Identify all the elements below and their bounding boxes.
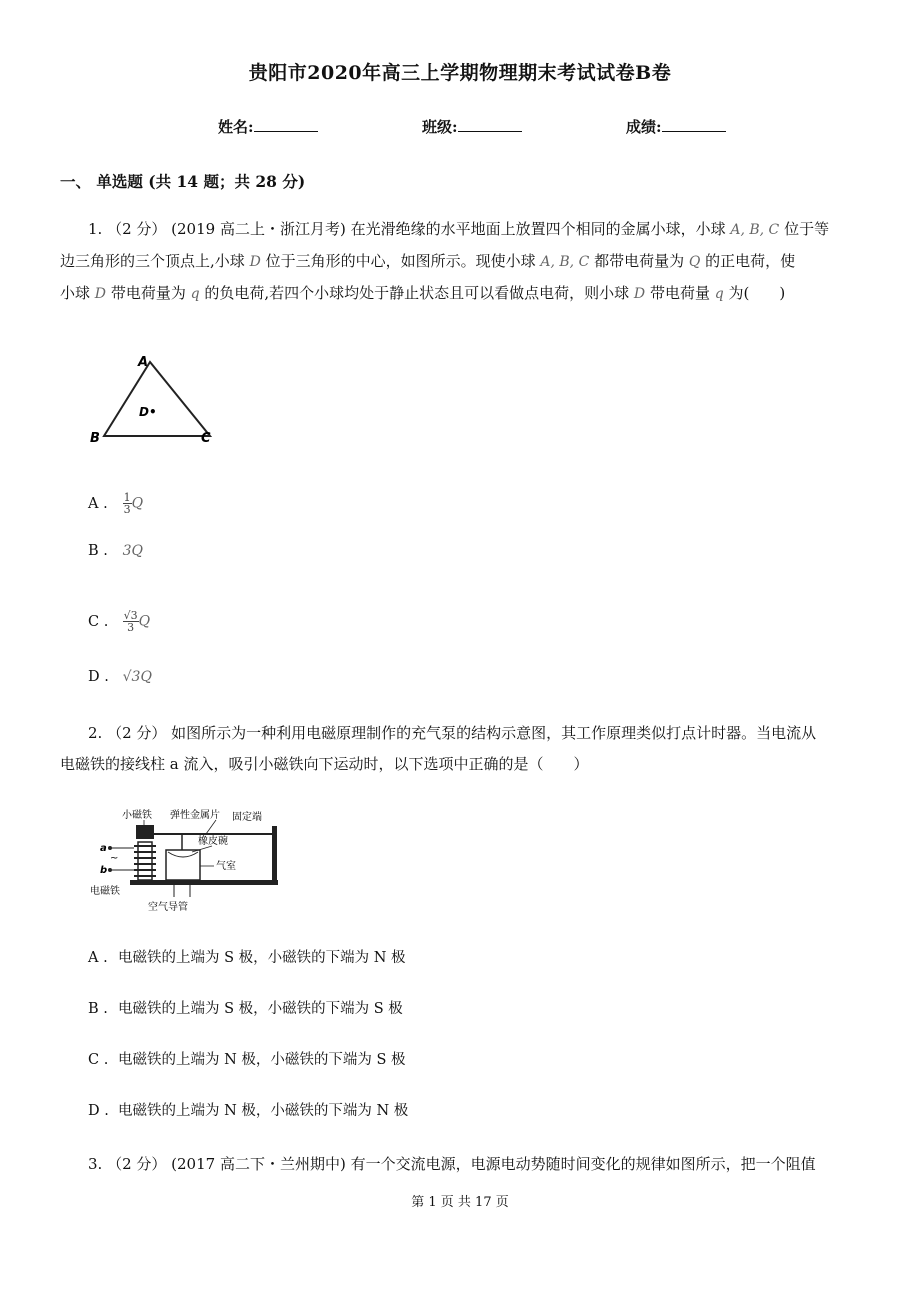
terminal-a-dot (108, 846, 112, 850)
question-1-text (60, 214, 868, 310)
air-pump-figure (86, 806, 286, 916)
fraction-denominator: 3 (123, 503, 131, 516)
vertex-label-a: A (138, 355, 149, 370)
q2-text-part: 2. （2 分） 如图所示为一种利用电磁原理制作的充气泵的结构示意图，其工作原理类似打点计时器。当电流从 (88, 724, 817, 742)
option-value: 3Q (122, 543, 143, 559)
q1-math-d: D (249, 254, 261, 270)
option-value: √3Q (122, 669, 152, 685)
fraction-denominator: 3 (127, 621, 135, 634)
vertex-label-c: C (201, 431, 211, 446)
name-blank[interactable] (254, 117, 318, 132)
center-label-d: D• (139, 405, 157, 419)
label-terminal-b: b (100, 865, 108, 876)
option-value: Q (131, 495, 144, 512)
option-label: B . (88, 1001, 108, 1017)
q1-math-abc: A, B, C (540, 254, 590, 270)
ac-symbol: ~ (110, 853, 119, 864)
q1-text-part: 的负电荷,若四个小球均处于静止状态且可以看做点电荷，则小球 (204, 284, 630, 302)
rubber-bowl (168, 852, 198, 857)
option-label: C . (88, 613, 109, 630)
question-3-text (60, 1149, 868, 1180)
option-text: 电磁铁的上端为 S 极，小磁铁的下端为 S 极 (118, 1001, 403, 1017)
fraction-numerator: √3 (123, 609, 138, 622)
q1-math-q-big: Q (688, 254, 701, 270)
q1-text-part: 带电荷量 (649, 284, 710, 302)
name-field (218, 116, 318, 137)
label-air-pipe: 空气导管 (148, 902, 188, 913)
score-field (626, 116, 726, 137)
q1-option-c[interactable] (88, 610, 150, 633)
label-small-magnet: 小磁铁 (122, 810, 152, 821)
label-elastic-sheet: 弹性金属片 (170, 810, 220, 821)
electromagnet-core (138, 842, 152, 880)
q1-text-part: 都带电荷量为 (594, 252, 685, 270)
q1-text-part: 位于等 (784, 220, 830, 238)
fraction-numerator: 1 (123, 491, 131, 504)
label-air-chamber: 气室 (216, 861, 236, 872)
q1-text-part: 为( ) (728, 284, 786, 302)
q2-option-b[interactable] (88, 997, 403, 1018)
terminal-b-dot (108, 868, 112, 872)
q1-text-part: 的正电荷，使 (705, 252, 796, 270)
class-blank[interactable] (458, 117, 522, 132)
q3-text-part: 3. （2 分） (2017 高二下・兰州期中) 有一个交流电源，电源电动势随时间变化的规律如图所示，把一个阻值 (88, 1155, 816, 1173)
q1-text-part: 边三角形的三个顶点上,小球 (60, 252, 245, 270)
vertex-label-b: B (90, 431, 100, 446)
option-text: 电磁铁的上端为 N 极，小磁铁的下端为 N 极 (118, 1103, 409, 1119)
option-value: Q (138, 613, 151, 630)
class-field (422, 116, 522, 137)
small-magnet-block (136, 825, 154, 839)
q1-math-abc: A, B, C (730, 222, 780, 238)
q1-math-d: D (94, 286, 107, 302)
fraction (123, 610, 139, 633)
section-heading: 一、 单选题 (共 14 题；共 28 分) (60, 172, 306, 191)
label-electromagnet: 电磁铁 (90, 886, 120, 897)
q1-text-part: 1. （2 分） (2019 高二上・浙江月考) 在光滑绝缘的水平地面上放置四个相同的金属小球，小球 (88, 220, 726, 238)
option-label: B . (88, 543, 108, 559)
pointer-line (206, 820, 216, 834)
q1-math-d: D (633, 286, 646, 302)
q2-option-d[interactable] (88, 1099, 408, 1120)
option-label: D . (88, 1103, 109, 1119)
name-label: 姓名: (218, 118, 254, 136)
q1-option-d[interactable] (88, 669, 152, 685)
q2-option-c[interactable] (88, 1048, 406, 1069)
class-label: 班级: (422, 118, 458, 136)
page-footer: 第 1 页 共 17 页 (411, 1195, 509, 1210)
option-label: C . (88, 1052, 109, 1068)
air-chamber-box (166, 850, 200, 880)
q1-text-part: 带电荷量为 (110, 284, 186, 302)
score-blank[interactable] (662, 117, 726, 132)
q1-option-b[interactable] (88, 543, 143, 559)
q2-option-a[interactable] (88, 946, 406, 967)
label-terminal-a: a (100, 843, 107, 854)
score-label: 成绩: (626, 118, 662, 136)
triangle-figure (88, 350, 228, 450)
option-text: 电磁铁的上端为 N 极，小磁铁的下端为 S 极 (118, 1052, 406, 1068)
option-label: A . (88, 495, 108, 512)
option-label: D . (88, 669, 109, 685)
q1-math-q: q (190, 286, 200, 302)
label-fixed-end: 固定端 (232, 812, 262, 823)
air-pipes (174, 885, 190, 897)
triangle-shape (104, 362, 210, 436)
q1-text-part: 小球 (60, 284, 91, 302)
page-title: 贵阳市2020年高三上学期物理期末考试试卷B卷 (248, 62, 672, 84)
option-text: 电磁铁的上端为 S 极，小磁铁的下端为 N 极 (118, 950, 406, 966)
fraction (123, 492, 132, 515)
question-2-text (60, 718, 868, 780)
q2-text-part: 电磁铁的接线柱 a 流入，吸引小磁铁向下运动时，以下选项中正确的是（ ） (60, 755, 589, 773)
option-label: A . (88, 950, 108, 966)
q1-math-q: q (714, 286, 724, 302)
q1-text-part: 位于三角形的中心，如图所示。现使小球 (265, 252, 536, 270)
q1-option-a[interactable] (88, 492, 143, 515)
label-rubber-bowl: 橡皮碗 (198, 836, 228, 847)
